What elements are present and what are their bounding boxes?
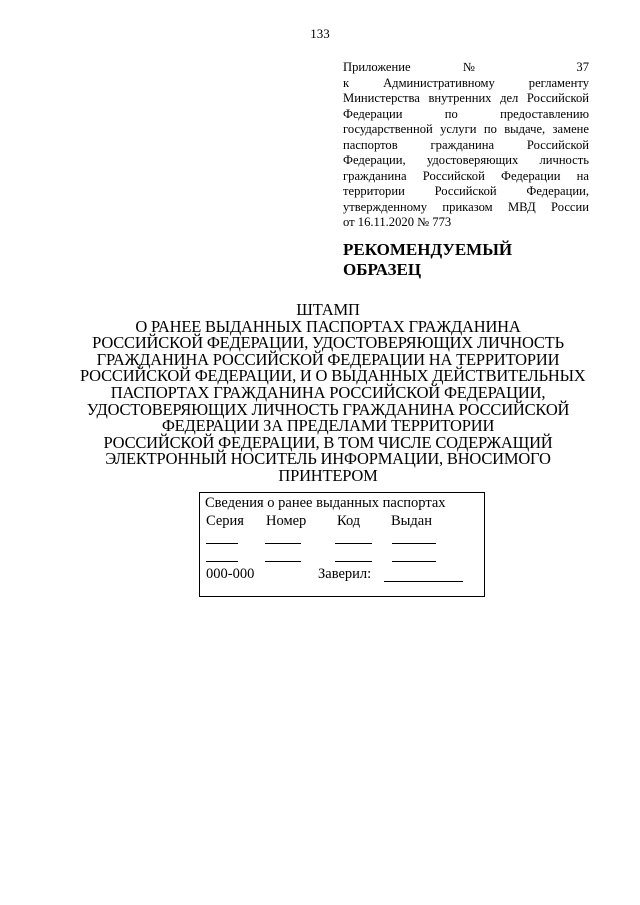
stamp-frame	[199, 492, 485, 597]
column-issued: Выдан	[391, 513, 432, 529]
title-line: О РАНЕЕ ВЫДАННЫХ ПАСПОРТАХ ГРАЖДАНИНА	[135, 316, 521, 336]
certified-signature-line	[384, 581, 463, 582]
appendix-line: паспортов гражданина Российской	[343, 137, 589, 152]
blank-line-issued-2	[392, 561, 436, 562]
appendix-block	[343, 60, 589, 231]
blank-line-number-1	[265, 543, 301, 544]
appendix-line: Министерства внутренних дел Российской	[343, 91, 589, 105]
appendix-line: от 16.11.2020 № 773	[343, 215, 452, 229]
title-line: ШТАМП	[296, 300, 360, 319]
sample-line-1: РЕКОМЕНДУЕМЫЙ	[343, 240, 513, 259]
blank-line-code-2	[335, 561, 372, 562]
recommended-sample-heading	[343, 240, 512, 280]
title-line: ПАСПОРТАХ ГРАЖДАНИНА РОССИЙСКОЙ ФЕДЕРАЦИИ,	[110, 382, 546, 402]
title-line: ЭЛЕКТРОННЫЙ НОСИТЕЛЬ ИНФОРМАЦИИ, ВНОСИМОГО	[105, 449, 551, 469]
title-line: УДОСТОВЕРЯЮЩИХ ЛИЧНОСТЬ ГРАЖДАНИНА РОССИЙСКОЙ	[86, 399, 570, 419]
title-line: РОССИЙСКОЙ ФЕДЕРАЦИИ, УДОСТОВЕРЯЮЩИХ ЛИЧНОСТЬ	[92, 333, 564, 353]
title-line: ГРАЖДАНИНА РОССИЙСКОЙ ФЕДЕРАЦИИ НА ТЕРРИТОРИИ	[96, 349, 560, 369]
column-series: Серия	[206, 513, 244, 529]
title-line: РОССИЙСКОЙ ФЕДЕРАЦИИ, В ТОМ ЧИСЛЕ СОДЕРЖАЩИЙ	[103, 432, 553, 452]
blank-line-number-2	[265, 561, 301, 562]
stamp-heading: Сведения о ранее выданных паспортах	[205, 495, 446, 511]
blank-line-code-1	[335, 543, 372, 544]
certified-label: Заверил:	[318, 566, 372, 582]
sample-line-2: ОБРАЗЕЦ	[343, 260, 422, 279]
title-line: ФЕДЕРАЦИИ ЗА ПРЕДЕЛАМИ ТЕРРИТОРИИ	[161, 416, 495, 436]
blank-line-issued-1	[392, 543, 436, 544]
title-line: ПРИНТЕРОМ	[278, 465, 378, 485]
appendix-line: территории Российской Федерации,	[343, 184, 589, 198]
appendix-line: гражданина Российской Федерации на	[343, 168, 589, 183]
series-value: 000-000	[206, 566, 255, 582]
page-number: 133	[310, 26, 330, 41]
appendix-line: Федерации, удостоверяющих личность	[343, 153, 589, 167]
appendix-line: Приложение № 37	[343, 60, 589, 74]
appendix-line: Федерации по предоставлению	[343, 106, 589, 121]
blank-line-series-1	[206, 543, 238, 544]
column-code: Код	[337, 513, 361, 529]
appendix-line: утвержденному приказом МВД России	[343, 199, 589, 214]
appendix-line: к Административному регламенту	[343, 75, 589, 90]
title-line: РОССИЙСКОЙ ФЕДЕРАЦИИ, И О ВЫДАННЫХ ДЕЙСТВИТЕЛЬНЫХ	[80, 366, 586, 386]
document-title	[80, 300, 586, 485]
column-number: Номер	[266, 513, 307, 529]
appendix-line: государственной услуги по выдаче, замене	[343, 122, 589, 136]
blank-line-series-2	[206, 561, 238, 562]
